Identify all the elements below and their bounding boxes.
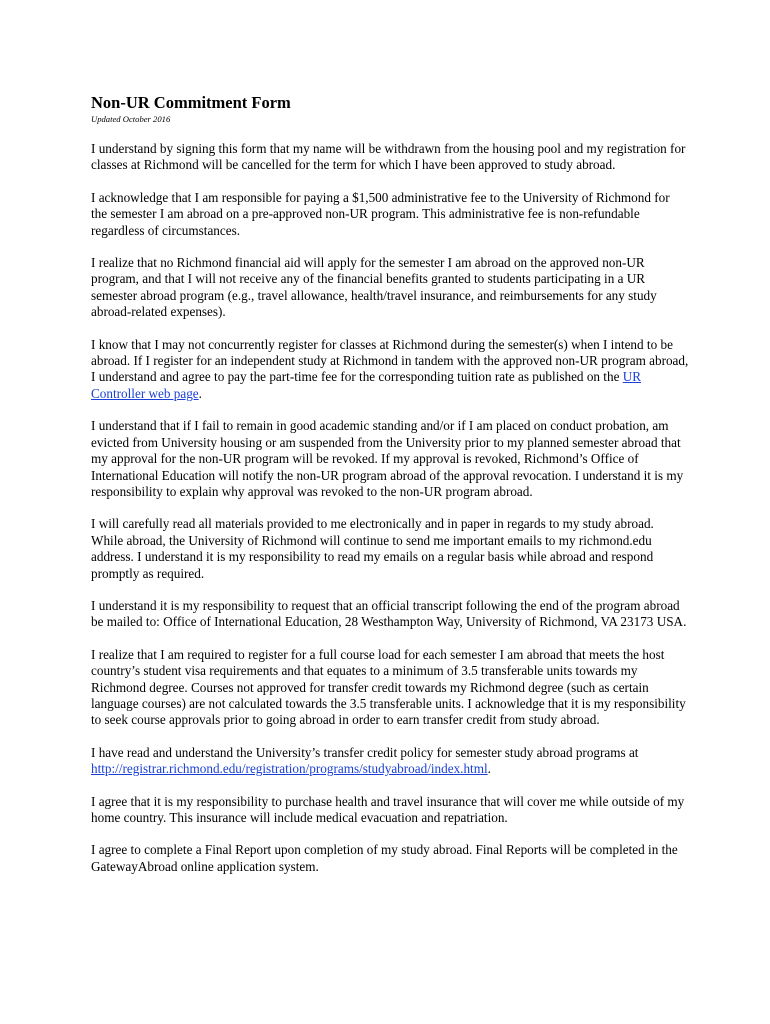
paragraph-materials-emails: I will carefully read all materials provided to me electronically and in paper in regards to my study abroad. While abroad, the University of Richmond will continue to send me important emails to my richmond.edu address. I understand it is my responsibility to read my emails on a regular basis while abroad and respond promptly as required. [91, 516, 654, 581]
paragraph-text-end: . [487, 761, 491, 777]
paragraph-final-report: I agree to complete a Final Report upon completion of my study abroad. Final Reports will be completed in the GatewayAbroad online application system. [91, 842, 678, 874]
updated-date: Updated October 2016 [91, 114, 171, 124]
paragraph-concurrent-registration [91, 337, 689, 403]
paragraph-academic-standing: I understand that if I fail to remain in good academic standing and/or if I am placed on conduct probation, am evicted from University housing or am suspended from the University prior to my planned semester abroad that my approval for the non-UR program will be revoked. If my approval is revoked, Richmond’s Office of International Education will notify the non-UR program abroad of the approval revocation. I understand it is my responsibility to explain why approval was revoked to the non-UR program abroad. [91, 418, 684, 499]
paragraph-text-end: . [198, 385, 202, 401]
paragraph-admin-fee: I acknowledge that I am responsible for paying a $1,500 administrative fee to the University of Richmond for the semester I am abroad on a pre-approved non-UR program. This administrative fee is non-refundable regardless of circumstances. [91, 189, 670, 238]
paragraph-transcript: I understand it is my responsibility to request that an official transcript following the end of the program abroad be mailed to: Office of International Education, 28 Westhampton Way, University of Richmond, VA 23173 USA. [91, 597, 687, 630]
paragraph-insurance: I agree that it is my responsibility to purchase health and travel insurance that will cover me while outside of my home country. This insurance will include medical evacuation and repatriation. [91, 793, 685, 825]
ur-controller-link[interactable]: UR Controller web page [91, 369, 642, 401]
form-title: Non-UR Commitment Form [91, 93, 291, 112]
paragraph-course-load: I realize that I am required to register for a full course load for each semester I am abroad that meets the host country’s student visa requirements and that equates to a minimum of 3.5 transferable units towards my Richmond degree. Courses not approved for transfer credit towards my Richmond degree (such as certain language courses) are not calculated towards the 3.5 transferable units. I acknowledge that it is my responsibility to seek course approvals prior to going abroad in order to earn transfer credit from study abroad. [91, 646, 686, 728]
document-page [91, 93, 689, 875]
paragraph-text: I know that I may not concurrently register for classes at Richmond during the semester(s) when I intend to be abroad. If I register for an independent study at Richmond in tandem with the approved non-UR program abroad, I understand and agree to pay the part-time fee for the corresponding tuition rate as published on the [91, 336, 689, 385]
registrar-policy-link[interactable]: http://registrar.richmond.edu/registration/programs/studyabroad/index.html [91, 761, 488, 777]
paragraph-housing: I understand by signing this form that my name will be withdrawn from the housing pool and my registration for classes at Richmond will be cancelled for the term for which I have been approved to study abroad. [91, 141, 686, 173]
paragraph-financial-aid: I realize that no Richmond financial aid will apply for the semester I am abroad on the approved non-UR program, and that I will not receive any of the financial benefits granted to students participating in a UR semester abroad program (e.g., travel allowance, health/travel insurance, and reimbursements for any study abroad-related expenses). [91, 255, 657, 320]
paragraph-transfer-credit [91, 745, 689, 778]
paragraph-text: I have read and understand the University’s transfer credit policy for semester study abroad programs at [91, 744, 639, 760]
